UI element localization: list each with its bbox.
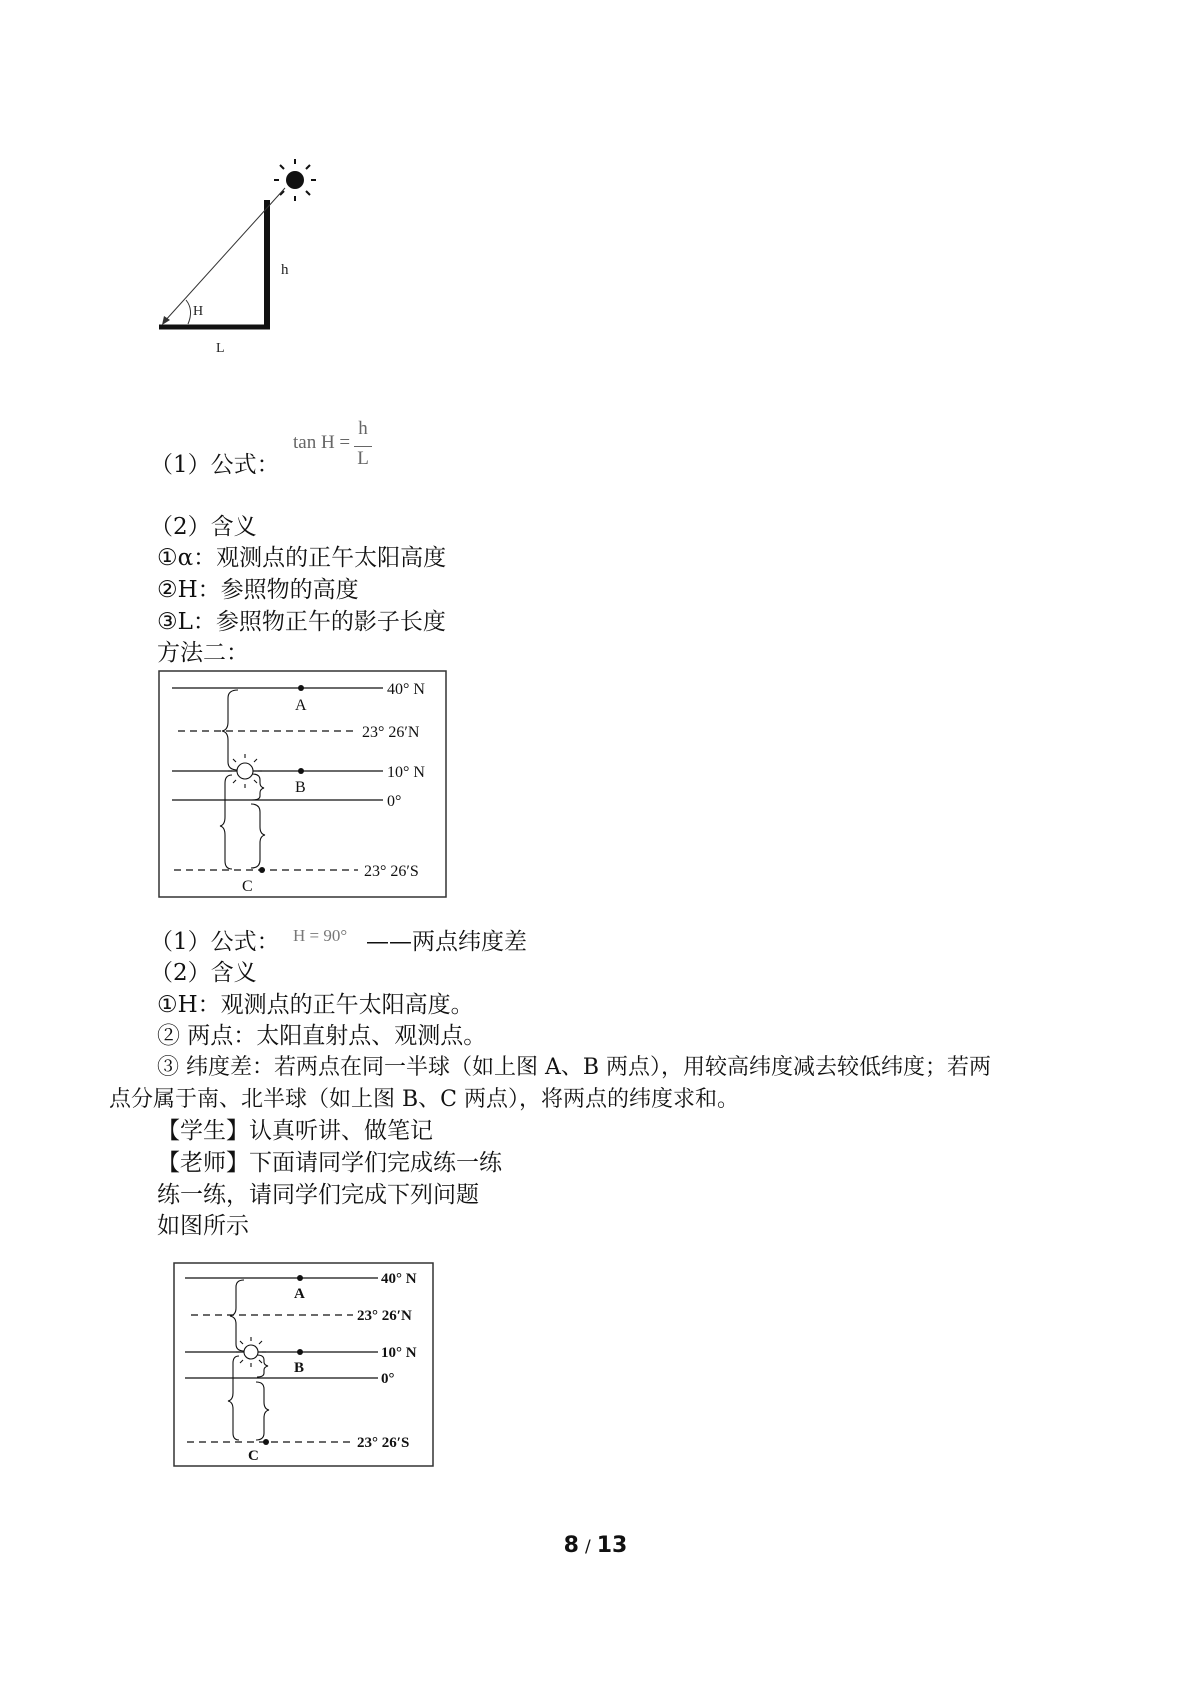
lat-label-0: 0° xyxy=(381,1371,395,1387)
point-a-dot xyxy=(298,685,304,691)
point-c-label: C xyxy=(242,878,253,895)
method1-formula xyxy=(293,418,413,478)
lat-label-40n: 40° N xyxy=(381,1271,417,1287)
point-a-label: A xyxy=(294,1286,305,1302)
lat-label-2326n: 23° 26′N xyxy=(362,724,420,741)
latitude-diagram-2 xyxy=(173,1262,437,1470)
point-a-dot xyxy=(297,1275,303,1281)
lat-label-0: 0° xyxy=(387,793,402,810)
method2-title: 方法二： xyxy=(157,640,249,666)
student-line: 【学生】认真听讲、做笔记 xyxy=(157,1118,433,1144)
method1-meaning-title: （2）含义 xyxy=(150,514,257,540)
method2-item-2: ② 两点：太阳直射点、观测点。 xyxy=(157,1023,487,1049)
point-c-dot xyxy=(259,867,265,873)
lat-label-40n: 40° N xyxy=(387,681,425,698)
lat-label-2326n: 23° 26′N xyxy=(357,1308,412,1324)
page-number xyxy=(0,1533,1191,1558)
method1-item-3: ③L：参照物正午的影子长度 xyxy=(157,609,446,635)
point-b-dot xyxy=(297,1349,303,1355)
method2-formula-suffix: ——两点纬度差 xyxy=(366,929,527,955)
teacher-line: 【老师】下面请同学们完成练一练 xyxy=(157,1150,502,1176)
fraction-denominator: L xyxy=(357,448,369,469)
fraction-numerator: h xyxy=(358,418,368,439)
method2-item-3-line2: 点分属于南、北半球（如上图 B、C 两点），将两点的纬度求和。 xyxy=(109,1087,739,1112)
point-b-label: B xyxy=(294,1360,305,1376)
method2-formula-image: H = 90° xyxy=(293,926,348,945)
point-c-label: C xyxy=(248,1448,259,1464)
method2-item-1: ①H：观测点的正午太阳高度。 xyxy=(157,992,474,1018)
page-current: 8 xyxy=(563,1533,579,1558)
method1-item-1: ①α：观测点的正午太阳高度 xyxy=(157,545,447,571)
method1-formula-label: （1）公式： xyxy=(150,452,280,478)
practice-line: 练一练，请同学们完成下列问题 xyxy=(157,1182,479,1208)
lat-label-10n: 10° N xyxy=(387,764,425,781)
length-label-L: L xyxy=(216,341,225,356)
point-b-label: B xyxy=(295,779,306,796)
point-a-label: A xyxy=(295,697,307,714)
method2-formula-label: （1）公式： xyxy=(150,929,280,955)
page-separator: / xyxy=(584,1537,591,1557)
latitude-diagram-1 xyxy=(158,670,450,900)
lat-label-10n: 10° N xyxy=(381,1345,417,1361)
lat-label-2326s: 23° 26′S xyxy=(364,863,419,880)
method2-meaning-title: （2）含义 xyxy=(150,960,257,986)
tan-expression: tan H = xyxy=(293,432,351,453)
lat-label-2326s: 23° 26′S xyxy=(357,1435,410,1451)
method2-item-3-line1: ③ 纬度差：若两点在同一半球（如上图 A、B 两点），用较高纬度减去较低纬度；若两 xyxy=(157,1055,992,1080)
point-c-dot xyxy=(263,1439,269,1445)
sun-altitude-figure xyxy=(150,150,380,390)
angle-label-H: H xyxy=(193,304,204,319)
fraction-bar xyxy=(354,446,372,447)
height-label-h: h xyxy=(281,262,289,278)
page-total: 13 xyxy=(596,1533,628,1558)
angle-arc xyxy=(186,300,191,324)
as-shown-line: 如图所示 xyxy=(157,1213,249,1239)
point-b-dot xyxy=(298,768,304,774)
method1-item-2: ②H：参照物的高度 xyxy=(157,577,359,603)
sun-icon xyxy=(274,159,316,201)
